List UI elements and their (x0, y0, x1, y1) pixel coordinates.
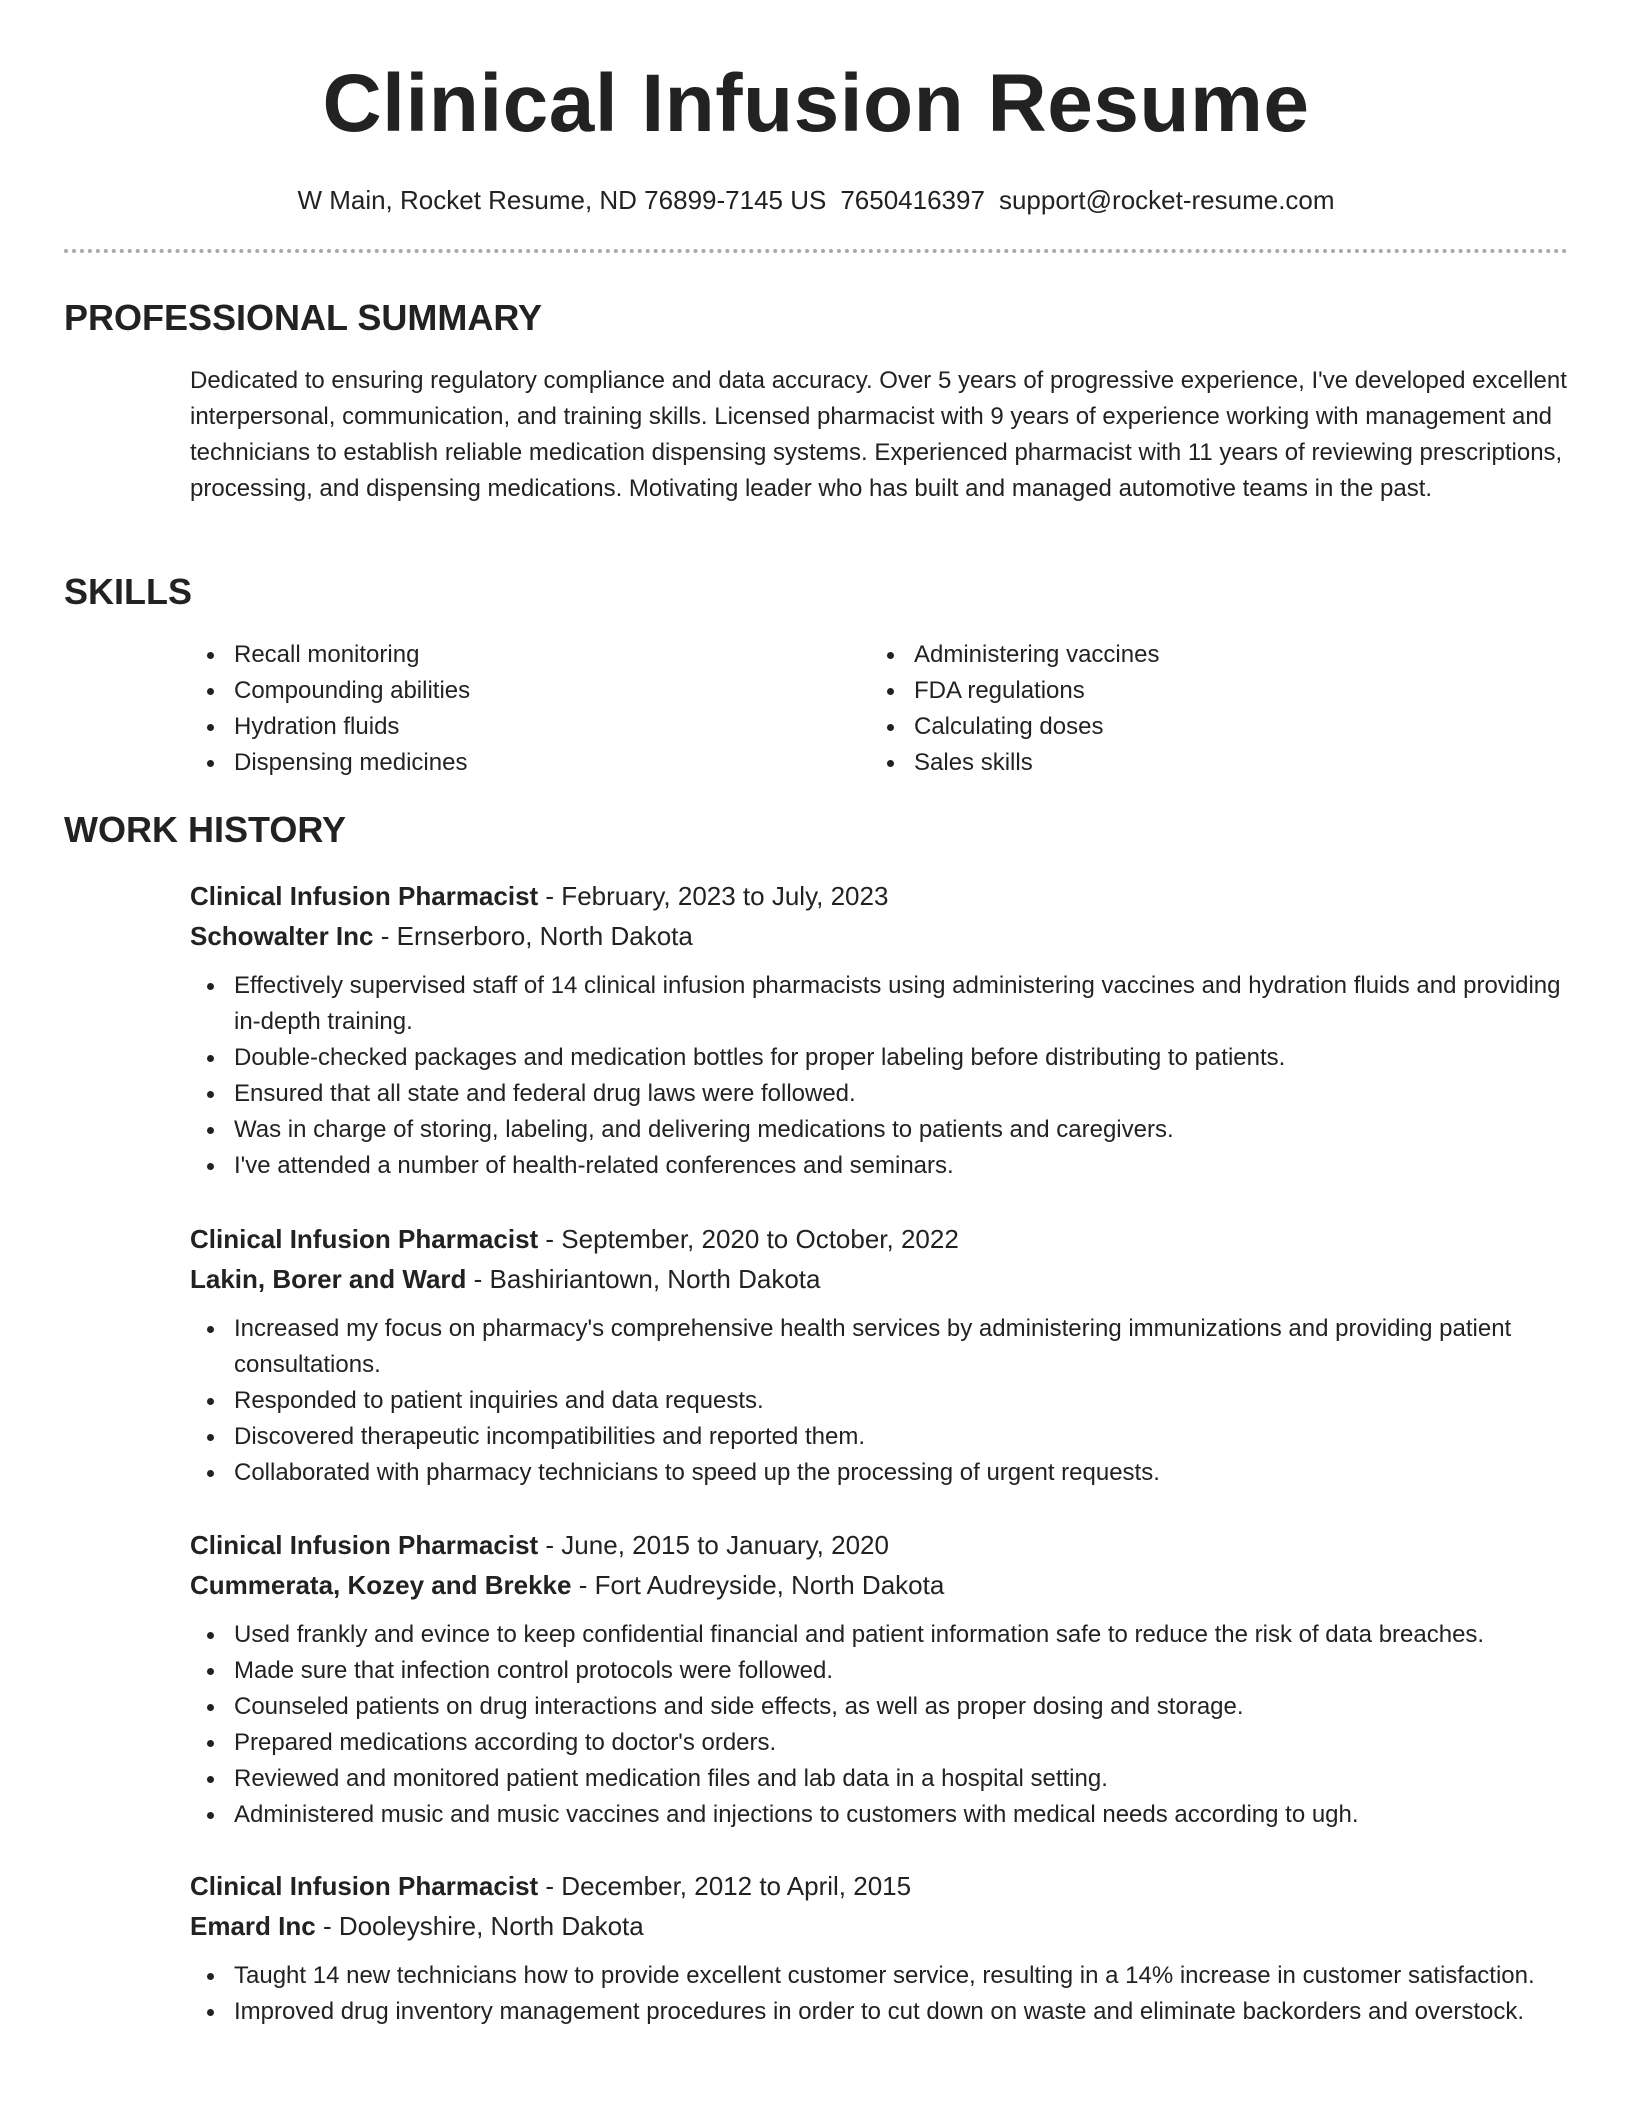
skills-list (190, 637, 1570, 781)
contact-email: support@rocket-resume.com (998, 185, 1335, 215)
job-bullet: Used frankly and evince to keep confidential financial and patient information safe to reduce the risk of data breaches. (190, 1617, 1570, 1653)
skills-column-left (190, 637, 870, 781)
contact-phone: 7650416397 (840, 185, 985, 215)
job-company: Lakin, Borer and Ward (190, 1264, 467, 1294)
job-company: Schowalter Inc (190, 921, 374, 951)
resume-title: Clinical Infusion Resume (322, 58, 1310, 149)
job-location: - Dooleyshire, North Dakota (315, 1911, 644, 1941)
skill-item: Recall monitoring (190, 637, 870, 673)
job-bullet: Made sure that infection control protocols were followed. (190, 1653, 1570, 1689)
job-bullet: Improved drug inventory management procedures in order to cut down on waste and eliminate backorders and overstock. (190, 1994, 1570, 2030)
summary-heading: PROFESSIONAL SUMMARY (64, 297, 543, 338)
job-dates: - February, 2023 to July, 2023 (538, 881, 889, 911)
job-location: - Ernserboro, North Dakota (373, 921, 693, 951)
job-bullet: Prepared medications according to doctor's orders. (190, 1725, 1570, 1761)
job-entry (190, 1866, 1570, 2030)
skill-item: Administering vaccines (870, 637, 1550, 673)
header-divider (64, 249, 1568, 253)
job-bullet: I've attended a number of health-related conferences and seminars. (190, 1148, 1570, 1184)
job-title-line (190, 1866, 1570, 1906)
job-dates: - September, 2020 to October, 2022 (538, 1224, 959, 1254)
contact-line (0, 183, 1632, 217)
skill-item: Sales skills (870, 745, 1550, 781)
job-title: Clinical Infusion Pharmacist (190, 1530, 539, 1560)
skills-heading: SKILLS (64, 571, 193, 612)
job-entry (190, 1525, 1570, 1833)
job-bullet: Discovered therapeutic incompatibilities and reported them. (190, 1419, 1570, 1455)
job-location: - Bashiriantown, North Dakota (466, 1264, 821, 1294)
job-company-line (190, 1906, 1570, 1946)
job-title: Clinical Infusion Pharmacist (190, 1224, 539, 1254)
work-heading: WORK HISTORY (64, 809, 347, 850)
skills-column-right (870, 637, 1550, 781)
job-bullets (190, 1617, 1570, 1833)
job-company: Emard Inc (190, 1911, 316, 1941)
job-bullets (190, 968, 1570, 1184)
skill-item: Calculating doses (870, 709, 1550, 745)
job-title: Clinical Infusion Pharmacist (190, 881, 539, 911)
job-company: Cummerata, Kozey and Brekke (190, 1570, 572, 1600)
job-company-line (190, 1259, 1570, 1299)
job-bullet: Administered music and music vaccines and injections to customers with medical needs according to ugh. (190, 1797, 1570, 1833)
job-location: - Fort Audreyside, North Dakota (571, 1570, 945, 1600)
job-bullet: Reviewed and monitored patient medication files and lab data in a hospital setting. (190, 1761, 1570, 1797)
skill-item: Compounding abilities (190, 673, 870, 709)
skill-item: FDA regulations (870, 673, 1550, 709)
job-bullet: Taught 14 new technicians how to provide excellent customer service, resulting in a 14% increase in customer satisfaction. (190, 1958, 1570, 1994)
skill-item: Hydration fluids (190, 709, 870, 745)
job-bullet: Collaborated with pharmacy technicians to speed up the processing of urgent requests. (190, 1455, 1570, 1491)
job-title-line (190, 876, 1570, 916)
job-bullets (190, 1958, 1570, 2030)
job-bullet: Was in charge of storing, labeling, and delivering medications to patients and caregivers. (190, 1112, 1570, 1148)
job-bullet: Ensured that all state and federal drug laws were followed. (190, 1076, 1570, 1112)
job-title-line (190, 1219, 1570, 1259)
job-bullets (190, 1311, 1570, 1491)
job-bullet: Responded to patient inquiries and data requests. (190, 1383, 1570, 1419)
job-company-line (190, 916, 1570, 956)
job-bullet: Effectively supervised staff of 14 clinical infusion pharmacists using administering vaccines and hydration fluids and providing in-depth training. (190, 968, 1570, 1040)
skill-item: Dispensing medicines (190, 745, 870, 781)
job-entry (190, 876, 1570, 1184)
job-entry (190, 1219, 1570, 1491)
job-dates: - June, 2015 to January, 2020 (538, 1530, 889, 1560)
job-dates: - December, 2012 to April, 2015 (538, 1871, 912, 1901)
contact-address: W Main, Rocket Resume, ND 76899-7145 US (297, 185, 827, 215)
job-bullet: Double-checked packages and medication bottles for proper labeling before distributing to patients. (190, 1040, 1570, 1076)
job-title-line (190, 1525, 1570, 1565)
job-company-line (190, 1565, 1570, 1605)
job-title: Clinical Infusion Pharmacist (190, 1871, 539, 1901)
summary-text: Dedicated to ensuring regulatory compliance and data accuracy. Over 5 years of progressive experience, I've developed excellent interpersonal, communication, and training skills. Licensed pharmacist with 9 years of experience working with management and technicians to establish reliable medication dispensing systems. Experienced pharmacist with 11 years of reviewing prescriptions, processing, and dispensing medications. Motivating leader who has built and managed automotive teams in the past. (190, 367, 1567, 502)
job-bullet: Counseled patients on drug interactions and side effects, as well as proper dosing and storage. (190, 1689, 1570, 1725)
job-bullet: Increased my focus on pharmacy's comprehensive health services by administering immunizations and providing patient consultations. (190, 1311, 1570, 1383)
